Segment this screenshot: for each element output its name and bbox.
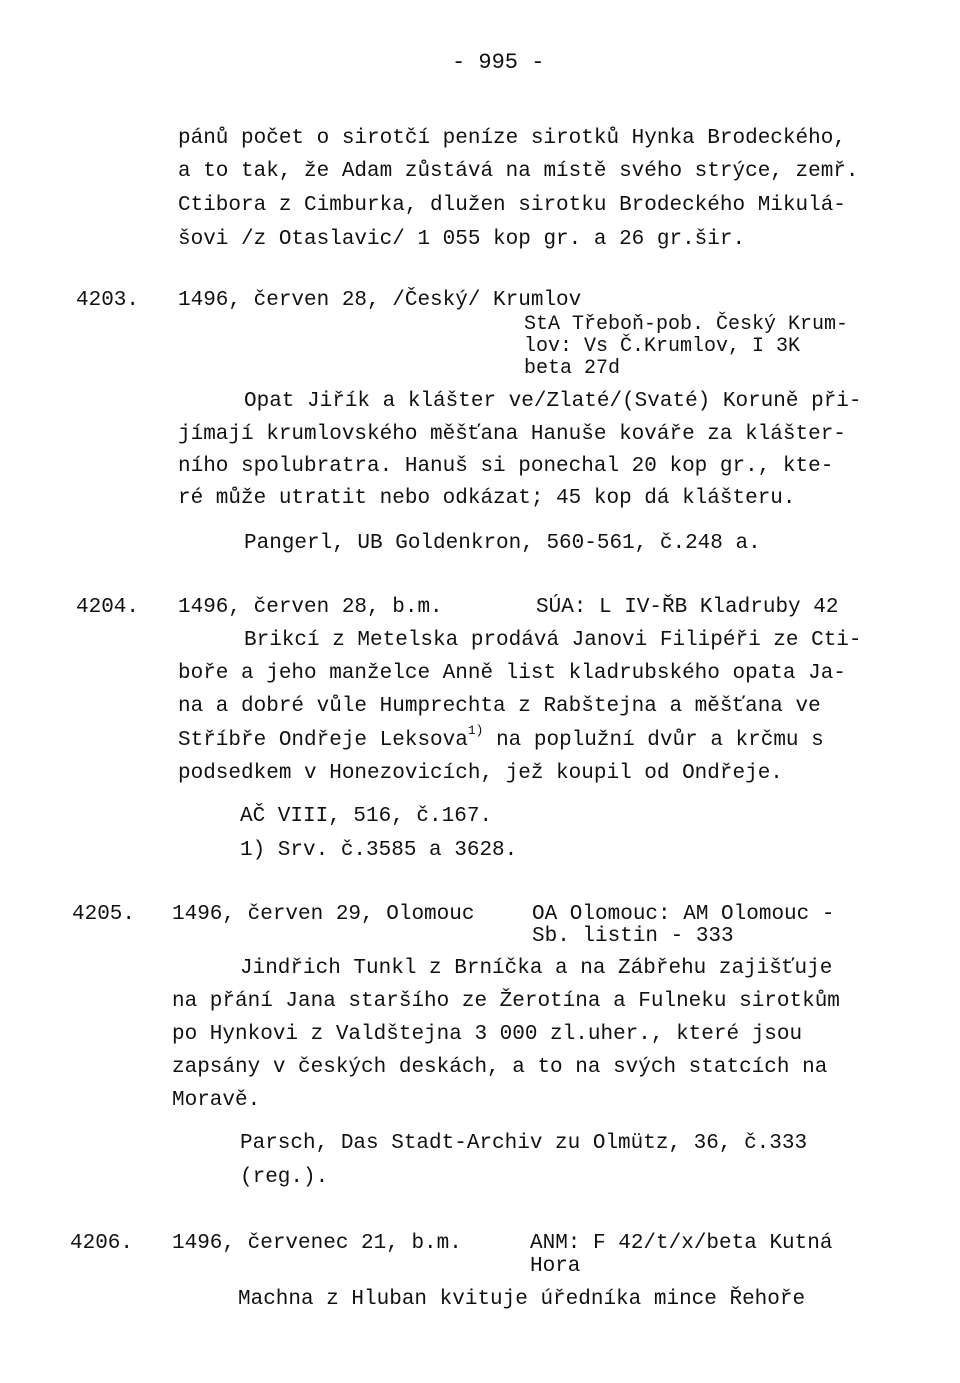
text-line: zapsány v českých deskách, a to na svých statcích na	[172, 1056, 828, 1079]
archive-line: OA Olomouc: AM Olomouc -	[532, 903, 835, 926]
text-line: ré může utratit nebo odkázat; 45 kop dá klášteru.	[178, 487, 796, 510]
footnote-mark: 1)	[467, 723, 484, 738]
archive-line: StA Třeboň-pob. Český Krum-	[524, 313, 849, 336]
entry-number: 4203.	[76, 289, 140, 312]
entry-date-place: 1496, červenec 21, b.m.	[172, 1232, 462, 1255]
text-segment: na poplužní dvůr a krčmu s	[496, 729, 824, 752]
text-line: Ctibora z Cimburka, dlužen sirotku Brodeckého Mikulá-	[178, 194, 846, 217]
text-line: Brikcí z Metelska prodává Janovi Filipéři ze Cti-	[244, 629, 862, 652]
text-line: na a dobré vůle Humprechta z Rabštejna a měšťana ve	[178, 695, 821, 718]
entry-number: 4206.	[70, 1232, 134, 1255]
text-line: a to tak, že Adam zůstává na místě svého strýce, zemř.	[178, 160, 859, 183]
entry-number: 4205.	[72, 903, 136, 926]
text-line: podsedkem v Honezovicích, jež koupil od Ondřeje.	[178, 762, 783, 785]
text-line: boře a jeho manželce Anně list kladrubského opata Ja-	[178, 662, 846, 685]
text-line: Opat Jiřík a klášter ve/Zlaté/(Svaté) Koruně při-	[244, 390, 862, 413]
entry-date-place: 1496, červen 28, b.m.	[178, 596, 443, 619]
archive-line: ANM: F 42/t/x/beta Kutná	[530, 1232, 833, 1255]
text-line: po Hynkovi z Valdštejna 3 000 zl.uher., které jsou	[172, 1023, 803, 1046]
text-line: ního spolubratra. Hanuš si ponechal 20 kop gr., kte-	[178, 455, 834, 478]
text-line: na přání Jana staršího ze Žerotína a Fulneku sirotkům	[172, 990, 840, 1013]
text-line-with-footnote	[178, 723, 824, 752]
text-line: Jindřich Tunkl z Brníčka a na Zábřehu zajišťuje	[240, 957, 833, 980]
archive-line: Sb. listin - 333	[532, 925, 734, 948]
archive-line: lov: Vs Č.Krumlov, I 3K	[524, 335, 801, 358]
reference-line: AČ VIII, 516, č.167.	[240, 805, 493, 828]
text-line: Machna z Hluban kvituje úředníka mince Řehoře	[238, 1288, 806, 1311]
archive-line: beta 27d	[524, 357, 621, 380]
archive-line: Hora	[530, 1255, 581, 1278]
text-line: pánů počet o sirotčí peníze sirotků Hynka Brodeckého,	[178, 127, 846, 150]
text-line: Moravě.	[172, 1089, 261, 1112]
text-line: jímají krumlovského měšťana Hanuše kováře za klášter-	[178, 423, 846, 446]
text-line: šovi /z Otaslavic/ 1 055 kop gr. a 26 gr.šir.	[178, 228, 746, 251]
reference-line: Parsch, Das Stadt-Archiv zu Olmütz, 36, č.333	[240, 1132, 808, 1155]
archive-inline: SÚA: L IV-ŘB Kladruby 42	[536, 596, 839, 619]
entry-date-place: 1496, červen 29, Olomouc	[172, 903, 475, 926]
reference-line: (reg.).	[240, 1166, 329, 1189]
footnote-line: 1) Srv. č.3585 a 3628.	[240, 839, 518, 862]
entry-number: 4204.	[76, 596, 140, 619]
text-segment: Stříbře Ondřeje Leksova	[178, 729, 468, 752]
entry-date-place: 1496, červen 28, /Český/ Krumlov	[178, 289, 582, 312]
page-number: - 995 -	[452, 50, 545, 75]
reference-line: Pangerl, UB Goldenkron, 560-561, č.248 a.	[244, 532, 761, 555]
